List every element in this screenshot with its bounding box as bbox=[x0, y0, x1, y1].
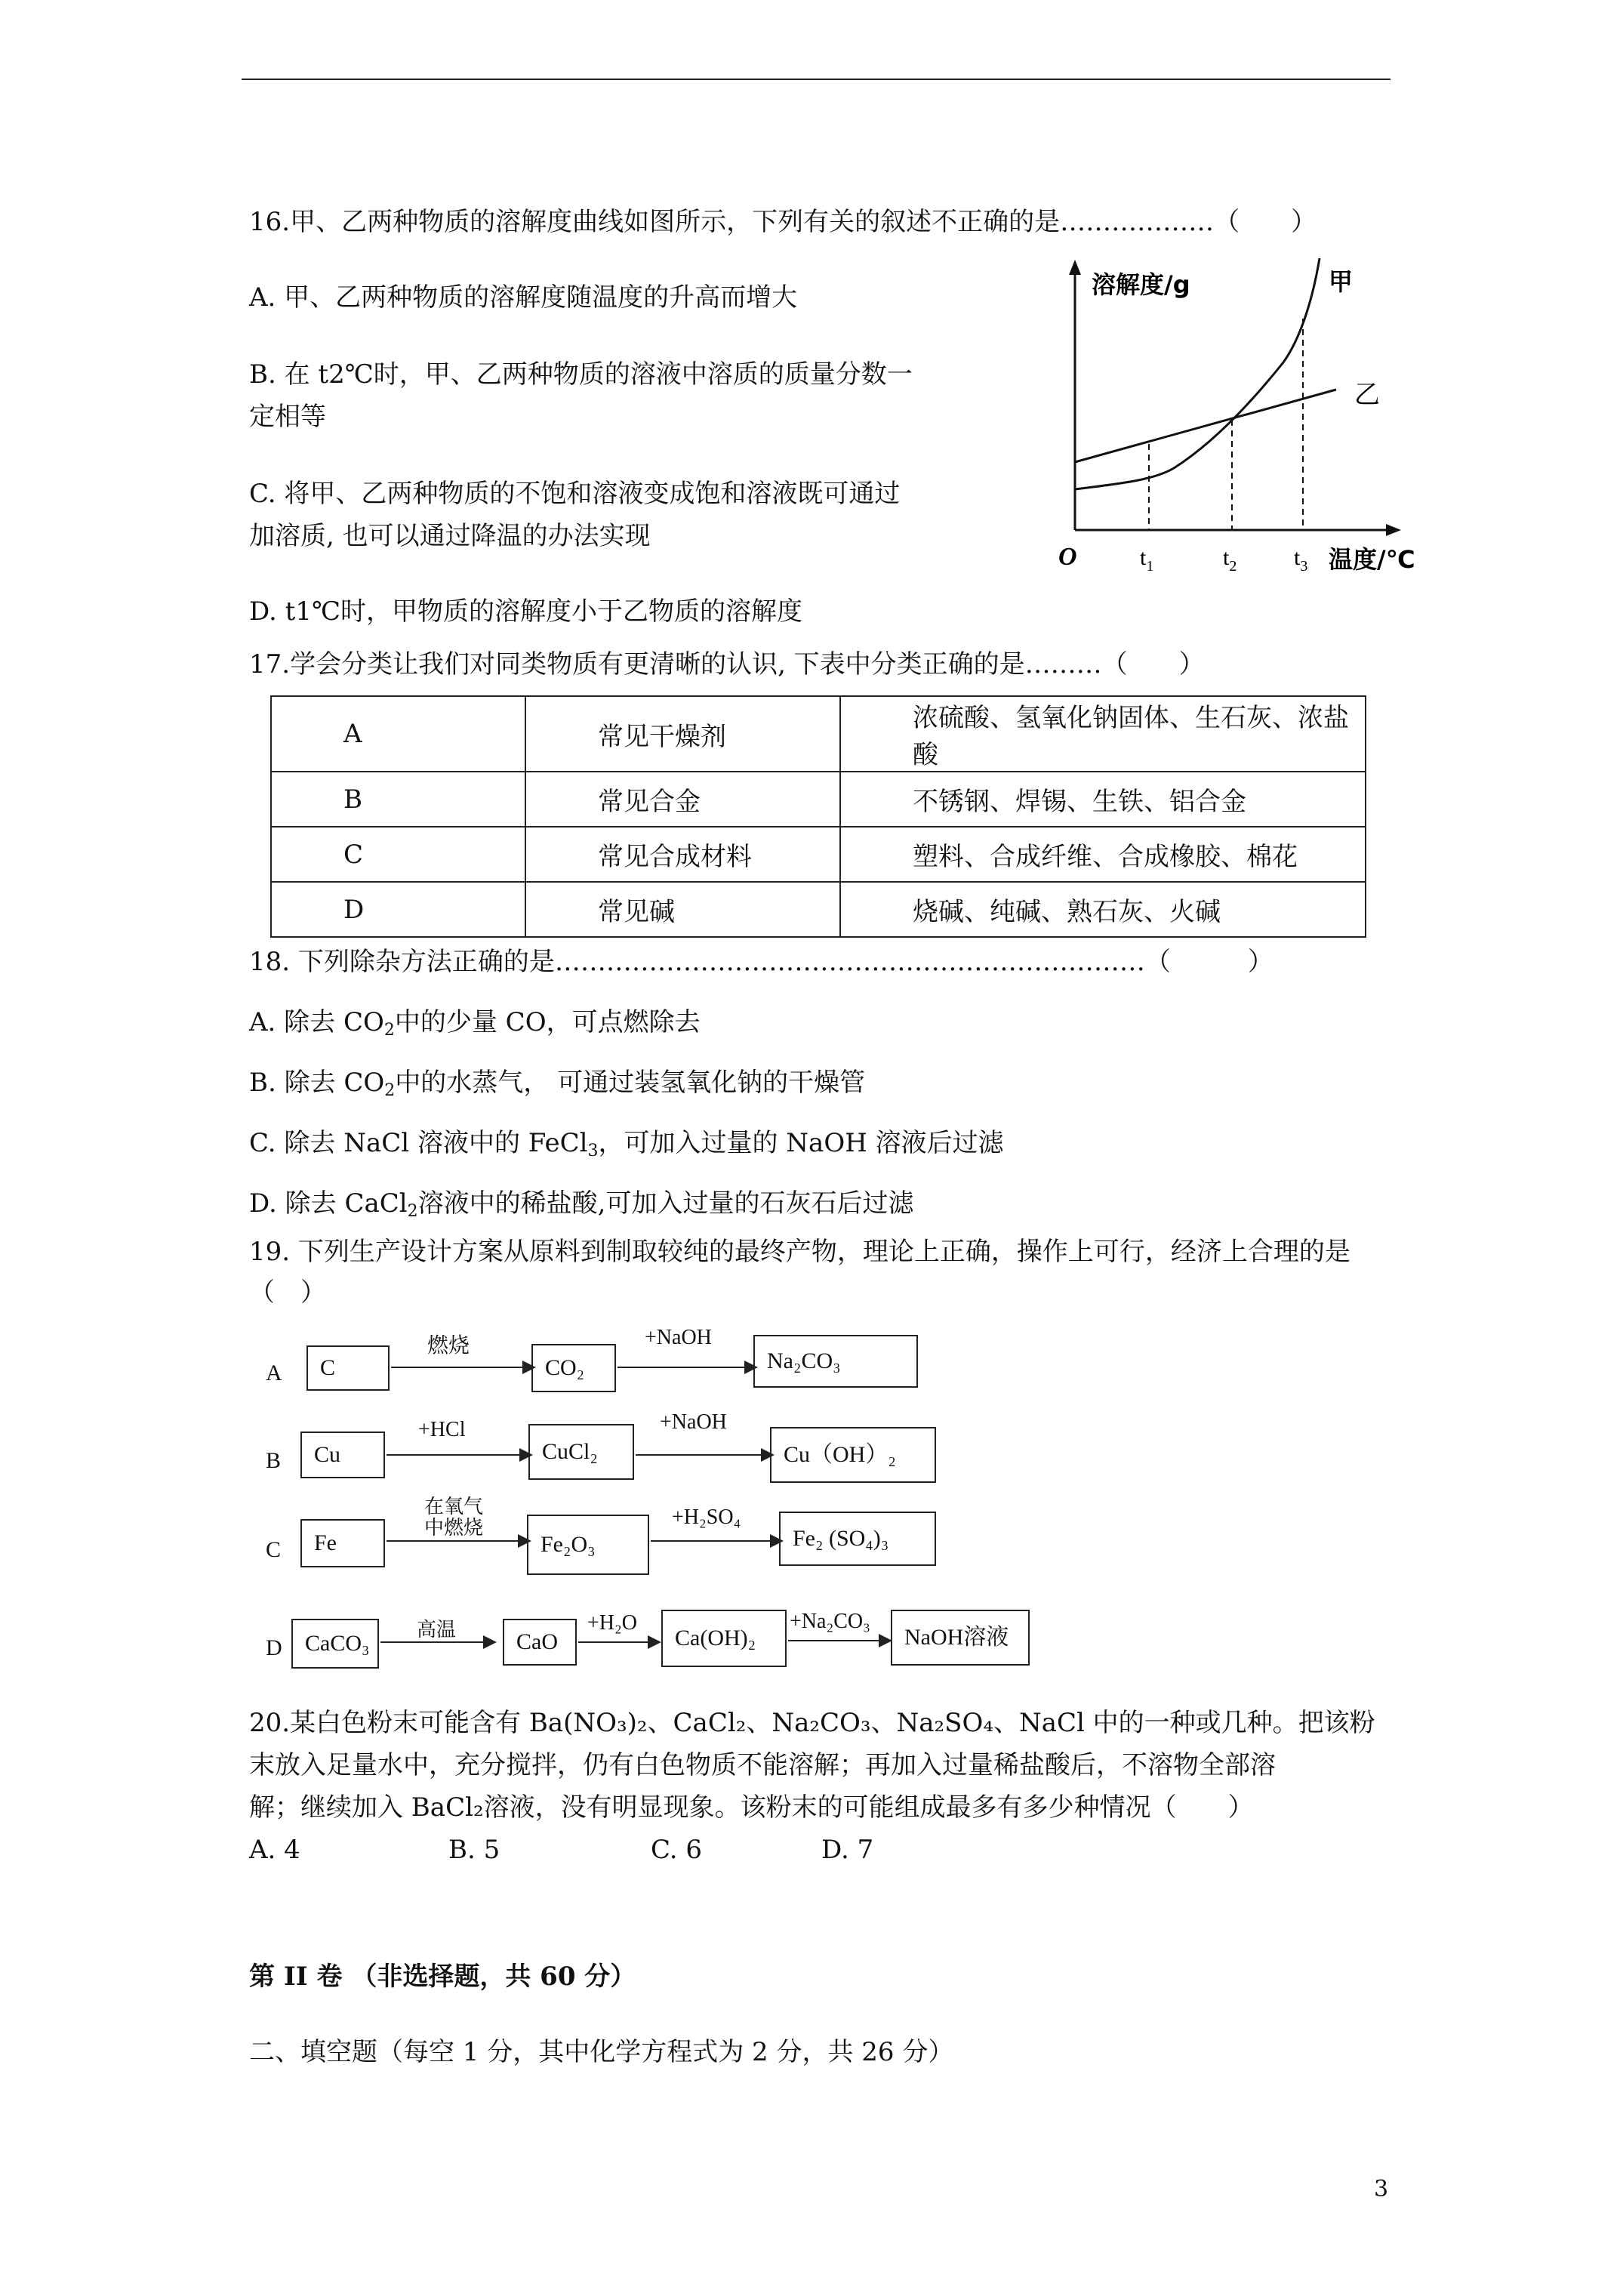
flow-row-label: B bbox=[266, 1448, 282, 1473]
arrow-icon bbox=[636, 1454, 773, 1456]
t3-label: $t_3$ bbox=[1294, 545, 1308, 575]
q19-flowcharts bbox=[249, 1314, 1079, 1691]
flow-arrow-label: +NaOH bbox=[645, 1326, 712, 1349]
flow-arrow-label: +NaOH bbox=[660, 1410, 727, 1434]
x-axis-label: 温度/℃ bbox=[1329, 545, 1415, 574]
flow-box: Ca(OH)₂ bbox=[661, 1610, 787, 1667]
curve-jia-label: 甲 bbox=[1329, 267, 1354, 296]
table-row bbox=[271, 882, 1366, 937]
q18-stem: 18. 下列除杂方法正确的是……………………………………………………………（ ） bbox=[249, 947, 1273, 977]
table-row bbox=[271, 696, 1366, 772]
table-cell: 浓硫酸、氢氧化钠固体、生石灰、浓盐酸 bbox=[840, 696, 1366, 772]
table-cell: 常见合金 bbox=[525, 772, 840, 827]
flow-row-label: A bbox=[266, 1361, 282, 1385]
origin-label: O bbox=[1058, 543, 1077, 571]
table-cell: 烧碱、纯碱、熟石灰、火碱 bbox=[840, 882, 1366, 937]
flow-arrow-label: 高温 bbox=[417, 1619, 457, 1641]
flow-box: Na₂CO₃ bbox=[753, 1335, 918, 1388]
q20-option-d: D. 7 bbox=[821, 1835, 874, 1865]
arrow-icon bbox=[391, 1367, 534, 1368]
q20-option-a: A. 4 bbox=[249, 1835, 300, 1865]
curve-yi-label: 乙 bbox=[1354, 380, 1380, 410]
flow-row-label: D bbox=[266, 1635, 282, 1660]
q16-option-c-cont: 加溶质, 也可以通过降温的办法实现 bbox=[249, 521, 651, 551]
table-cell: D bbox=[271, 882, 525, 937]
table-cell: 不锈钢、焊锡、生铁、铝合金 bbox=[840, 772, 1366, 827]
q17-stem: 17.学会分类让我们对同类物质有更清晰的认识, 下表中分类正确的是………（ ） bbox=[249, 649, 1205, 680]
flow-box: Fe bbox=[300, 1519, 385, 1567]
q20-option-b: B. 5 bbox=[448, 1835, 500, 1865]
q20-line-1: 20.某白色粉末可能含有 Ba(NO₃)₂、CaCl₂、Na₂CO₃、Na₂SO₄、NaCl 中的一种或几种。把该粉 bbox=[249, 1708, 1375, 1738]
q19-stem: 19. 下列生产设计方案从原料到制取较纯的最终产物，理论上正确，操作上可行，经济上合理的是 bbox=[249, 1237, 1350, 1267]
y-axis-arrow-icon bbox=[1069, 260, 1081, 275]
table-row bbox=[271, 772, 1366, 827]
table-cell: 常见干燥剂 bbox=[525, 696, 840, 772]
part2-title: 第 II 卷 （非选择题，共 60 分） bbox=[249, 1962, 636, 1992]
flow-box: CaO bbox=[503, 1619, 577, 1666]
table-cell: C bbox=[271, 827, 525, 882]
q16-option-c: C. 将甲、乙两种物质的不饱和溶液变成饱和溶液既可通过 bbox=[249, 479, 901, 509]
flow-box: C bbox=[306, 1345, 390, 1391]
arrow-icon bbox=[651, 1540, 782, 1542]
q20-line-3: 解；继续加入 BaCl₂溶液，没有明显现象。该粉末的可能组成最多有多少种情况（ ） bbox=[249, 1792, 1254, 1823]
flow-arrow-label: 燃烧 bbox=[427, 1334, 470, 1358]
x-axis-arrow-icon bbox=[1386, 524, 1401, 536]
flow-box: Fe₂ (SO₄)₃ bbox=[779, 1512, 936, 1566]
page-number: 3 bbox=[1374, 2176, 1389, 2202]
q20-line-2: 末放入足量水中，充分搅拌，仍有白色物质不能溶解；再加入过量稀盐酸后，不溶物全部溶 bbox=[249, 1750, 1276, 1780]
flow-box: CO₂ bbox=[531, 1344, 616, 1392]
flow-arrow-label: 在氧气 中燃烧 bbox=[424, 1496, 484, 1539]
q18-option-d: D. 除去 CaCl$_2$溶液中的稀盐酸,可加入过量的石灰石后过滤 bbox=[249, 1188, 914, 1221]
t2-label: $t_2$ bbox=[1223, 545, 1237, 575]
arrow-icon bbox=[387, 1540, 530, 1542]
table-cell: 常见合成材料 bbox=[525, 827, 840, 882]
flow-box: CuCl₂ bbox=[528, 1424, 634, 1480]
q17-table bbox=[270, 695, 1366, 938]
table-cell: A bbox=[271, 696, 525, 772]
table-cell: 塑料、合成纤维、合成橡胶、棉花 bbox=[840, 827, 1366, 882]
q16-stem: 16.甲、乙两种物质的溶解度曲线如图所示，下列有关的叙述不正确的是………………（ ） bbox=[249, 207, 1317, 237]
q18-option-c: C. 除去 NaCl 溶液中的 FeCl$_3$，可加入过量的 NaOH 溶液后过滤 bbox=[249, 1128, 1004, 1160]
q18-option-b: B. 除去 $CO_2$中的水蒸气， 可通过装氢氧化钠的干燥管 bbox=[249, 1068, 866, 1100]
table-row bbox=[271, 827, 1366, 882]
q16-option-b-cont: 定相等 bbox=[249, 402, 326, 432]
table-cell: 常见碱 bbox=[525, 882, 840, 937]
curve-yi bbox=[1075, 390, 1336, 462]
q16-option-d: D. t1℃时，甲物质的溶解度小于乙物质的溶解度 bbox=[249, 596, 802, 627]
flow-box: CaCO₃ bbox=[291, 1619, 379, 1669]
q20-option-c: C. 6 bbox=[651, 1835, 703, 1865]
q16-option-b: B. 在 t2℃时，甲、乙两种物质的溶液中溶质的质量分数一 bbox=[249, 359, 913, 390]
q18-option-a: A. 除去 $CO_2$中的少量 CO，可点燃除去 bbox=[249, 1007, 701, 1040]
flow-box: NaOH溶液 bbox=[891, 1610, 1030, 1666]
arrow-icon bbox=[788, 1640, 891, 1641]
q19-stem-cont: （ ） bbox=[249, 1277, 326, 1308]
t1-label: $t_1$ bbox=[1140, 545, 1154, 575]
y-axis-label: 溶解度/g bbox=[1092, 270, 1190, 299]
arrow-icon bbox=[387, 1454, 531, 1456]
flow-arrow-label: +Na₂CO₃ bbox=[790, 1610, 870, 1633]
solubility-graph bbox=[1042, 249, 1464, 589]
arrow-icon bbox=[617, 1367, 756, 1368]
flow-box: Cu bbox=[300, 1432, 385, 1478]
flow-row-label: C bbox=[266, 1537, 282, 1562]
flow-arrow-label: +H₂SO₄ bbox=[672, 1505, 741, 1529]
header-rule bbox=[242, 79, 1390, 80]
flow-box: Fe₂O₃ bbox=[527, 1515, 649, 1575]
q16-option-a: A. 甲、乙两种物质的溶解度随温度的升高而增大 bbox=[249, 282, 798, 313]
flow-arrow-label: +HCl bbox=[418, 1418, 466, 1441]
flow-box: Cu（OH）₂ bbox=[770, 1427, 936, 1483]
arrow-icon bbox=[578, 1641, 660, 1643]
flow-arrow-label: +H₂O bbox=[587, 1611, 637, 1635]
part2-section-heading: 二、填空题（每空 1 分，其中化学方程式为 2 分，共 26 分） bbox=[249, 2037, 954, 2067]
table-cell: B bbox=[271, 772, 525, 827]
